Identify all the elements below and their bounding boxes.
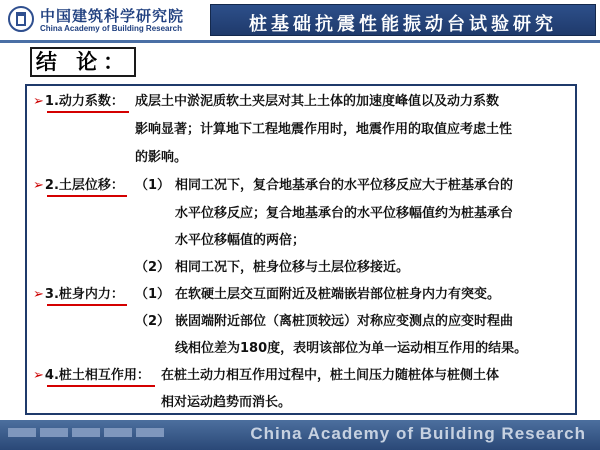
conclusion-4-line-1: 在桩土动力相互作用过程中，桩土间压力随桩体与桩侧土体: [161, 368, 500, 383]
conclusion-2-item-1-number: （1）: [135, 178, 171, 193]
conclusion-2-item-1-line-2: 水平位移反应；复合地基承台的水平位移幅值约为桩基承台: [175, 206, 514, 221]
conclusion-4-label: 4.桩土相互作用: [44, 368, 137, 383]
conclusion-2-item-1-line-1: 相同工况下，复合地基承台的水平位移反应大于桩基承台的: [175, 178, 514, 193]
conclusion-3-heading-line: [33, 286, 124, 303]
conclusion-2-item-2-number: （2）: [135, 260, 171, 275]
conclusion-2-underline: [47, 195, 127, 197]
conclusion-3-item-2-line-1: 嵌固端附近部位（离桩顶较远）对称应变测点的应变时程曲: [175, 314, 514, 329]
footer-bar: [0, 420, 600, 450]
conclusion-4-underline: [47, 385, 155, 387]
label-separator: ：: [136, 368, 150, 383]
footer-square: [136, 428, 164, 437]
conclusion-4-heading-line: [33, 367, 150, 384]
label-separator: ：: [110, 94, 124, 109]
conclusion-4-line-2: 相对运动趋势而消长。: [161, 395, 292, 410]
conclusion-1-line-1: 成层土中淤泥质软土夹层对其上土体的加速度峰值以及动力系数: [135, 94, 500, 109]
label-separator: ：: [110, 178, 124, 193]
conclusion-3-item-1-line-1: 在软硬土层交互面附近及桩端嵌岩部位桩身内力有突变。: [175, 287, 501, 302]
footer-square: [104, 428, 132, 437]
conclusion-1-underline: [47, 111, 129, 113]
logo-chinese-name: 中国建筑科学研究院: [40, 7, 185, 25]
conclusion-1-heading-line: [33, 93, 124, 110]
footer-decoration: [8, 422, 208, 434]
footer-watermark-text: China Academy of Building Research: [250, 424, 586, 443]
conclusion-2-label: 2.土层位移: [44, 178, 111, 193]
academy-logo-icon: [8, 6, 34, 32]
section-title: 结 论：: [30, 47, 136, 77]
conclusion-2-heading-line: [33, 177, 124, 194]
conclusion-3-underline: [47, 304, 127, 306]
conclusion-2-item-1-line-3: 水平位移幅值的两倍；: [175, 233, 306, 248]
slide-title: 桩基础抗震性能振动台试验研究: [249, 14, 557, 35]
header-divider: [0, 40, 600, 43]
footer-square: [72, 428, 100, 437]
conclusion-1-line-2: 影响显著；计算地下工程地震作用时，地震作用的取值应考虑土性: [135, 122, 513, 137]
logo-english-name: China Academy of Building Research: [40, 24, 182, 33]
conclusion-3-label: 3.桩身内力: [44, 287, 111, 302]
conclusion-1-line-3: 的影响。: [135, 150, 188, 165]
footer-square: [40, 428, 68, 437]
arrow-bullet-icon: ➢: [33, 368, 44, 383]
footer-square: [8, 428, 36, 437]
logo: [4, 4, 204, 40]
arrow-bullet-icon: ➢: [33, 178, 44, 193]
header: [0, 0, 600, 42]
label-separator: ：: [110, 287, 124, 302]
header-title-banner: [210, 4, 596, 36]
conclusion-3-item-2-line-2: 线相位差为180度，表明该部位为单一运动相互作用的结果。: [175, 341, 528, 356]
conclusion-1-label: 1.动力系数: [44, 94, 111, 109]
conclusions-box: [25, 84, 577, 415]
conclusion-3-item-2-number: （2）: [135, 314, 171, 329]
conclusion-2-item-2-line-1: 相同工况下，桩身位移与土层位移接近。: [175, 260, 410, 275]
arrow-bullet-icon: ➢: [33, 287, 44, 302]
arrow-bullet-icon: ➢: [33, 94, 44, 109]
conclusion-3-item-1-number: （1）: [135, 287, 171, 302]
